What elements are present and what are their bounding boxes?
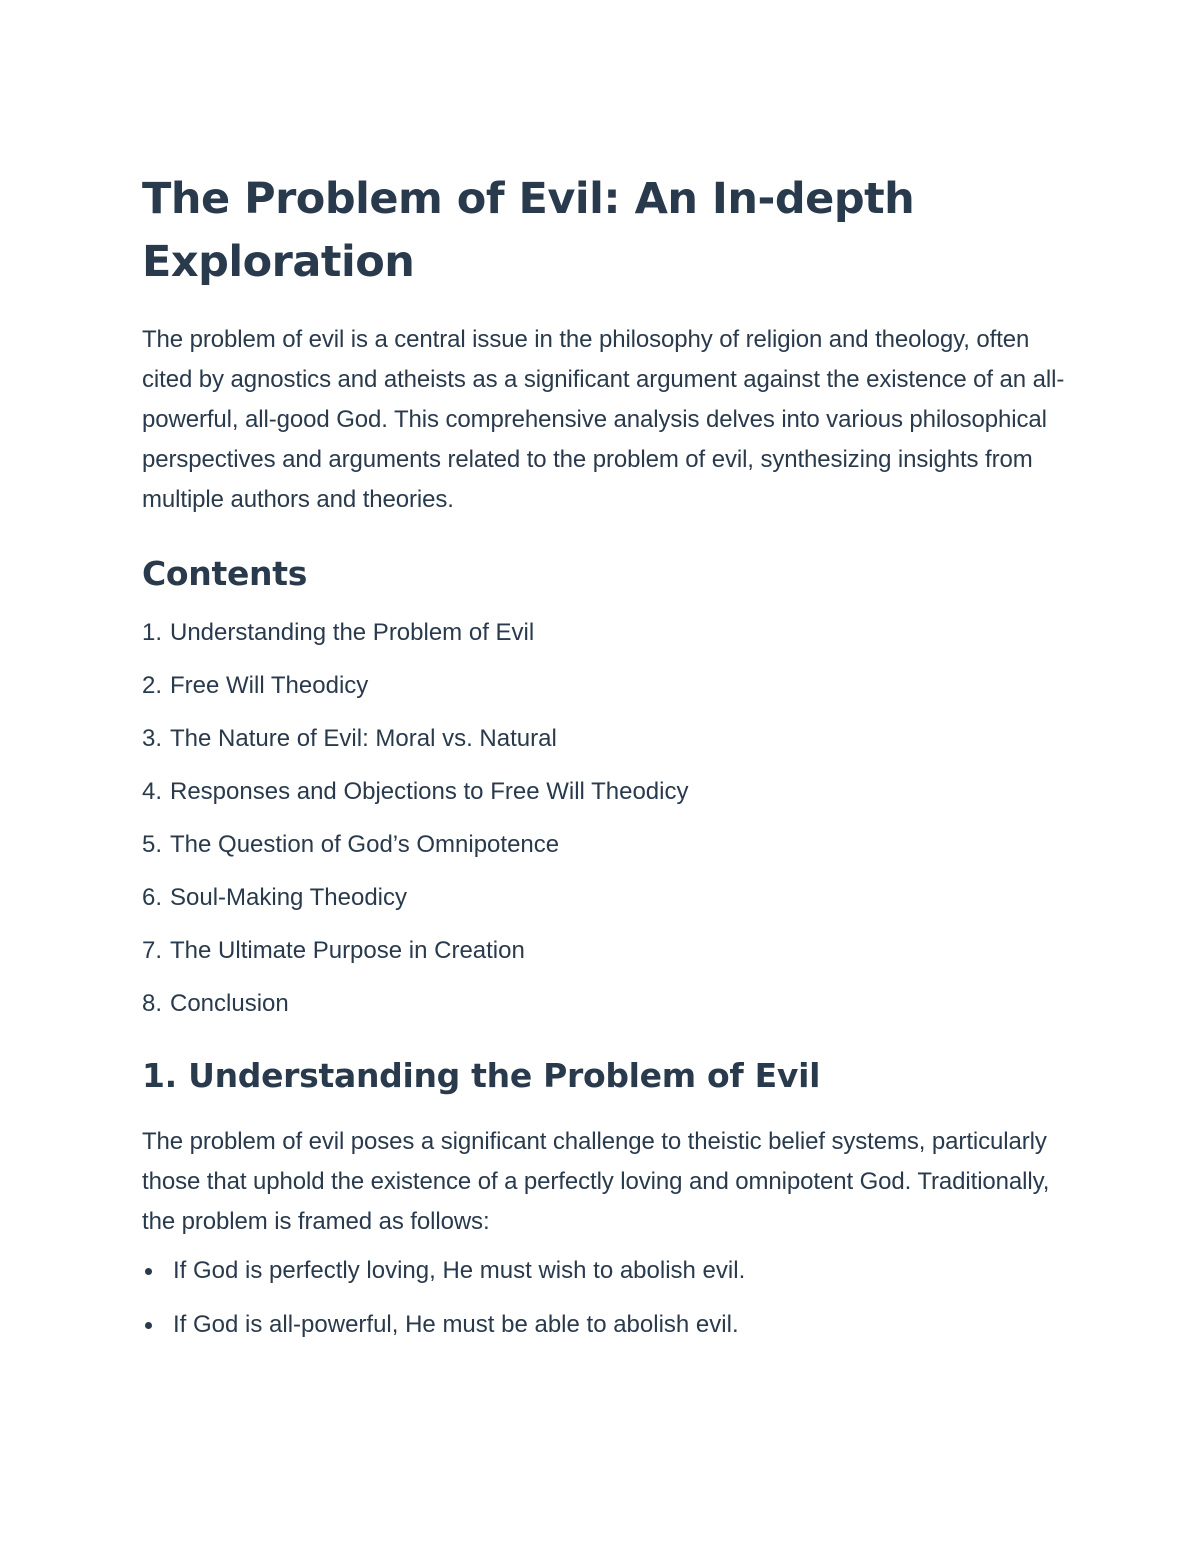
toc-item-label: The Question of God’s Omnipotence (170, 831, 560, 858)
section1-paragraph: The problem of evil poses a significant challenge to theistic belief systems, particularly those that uphold the existence of a perfectly loving and omnipotent God. Traditionally, the problem is framed as follows: (142, 1128, 1050, 1235)
toc-item[interactable] (142, 987, 1072, 1040)
toc-item-number: 8. (142, 990, 163, 1017)
document-title: The Problem of Evil: An In-depth Exploration (142, 174, 915, 287)
toc-item-number: 5. (142, 831, 163, 858)
toc-item[interactable] (142, 934, 1072, 987)
toc-item-label: Free Will Theodicy (170, 672, 369, 699)
toc-item-number: 3. (142, 725, 163, 752)
bullet-text: If God is all-powerful, He must be able to abolish evil. (173, 1311, 739, 1338)
contents-heading: Contents (142, 554, 308, 593)
bullet-item (142, 1254, 1072, 1308)
toc-item[interactable] (142, 881, 1072, 934)
section-heading-understanding: 1. Understanding the Problem of Evil (142, 1056, 821, 1095)
toc-item-number: 2. (142, 672, 163, 699)
toc-item-number: 6. (142, 884, 163, 911)
toc-item-label: Conclusion (170, 990, 289, 1017)
toc-item-label: Soul-Making Theodicy (170, 884, 408, 911)
toc-item[interactable] (142, 722, 1072, 775)
toc-item[interactable] (142, 616, 1072, 669)
toc-item-number: 4. (142, 778, 163, 805)
toc-item-number: 1. (142, 619, 163, 646)
toc-item-label: Responses and Objections to Free Will Theodicy (170, 778, 689, 805)
toc-item-number: 7. (142, 937, 163, 964)
toc-item[interactable] (142, 775, 1072, 828)
table-of-contents (142, 616, 1072, 1040)
bullet-list (142, 1254, 1072, 1362)
bullet-item (142, 1308, 1072, 1362)
intro-paragraph: The problem of evil is a central issue in the philosophy of religion and theology, often cited by agnostics and atheists as a significant argument against the existence of an all-powerful, all-good God. This comprehensive analysis delves into various philosophical perspectives and arguments related to the problem of evil, synthesizing insights from multiple authors and theories. (142, 326, 1065, 513)
document-page (142, 168, 1072, 1362)
toc-item[interactable] (142, 828, 1072, 881)
toc-item[interactable] (142, 669, 1072, 722)
bullet-dot-icon (145, 1268, 152, 1275)
bullet-dot-icon (145, 1322, 152, 1329)
bullet-text: If God is perfectly loving, He must wish to abolish evil. (173, 1257, 746, 1284)
toc-item-label: The Nature of Evil: Moral vs. Natural (170, 725, 557, 752)
toc-item-label: Understanding the Problem of Evil (170, 619, 535, 646)
toc-item-label: The Ultimate Purpose in Creation (170, 937, 525, 964)
